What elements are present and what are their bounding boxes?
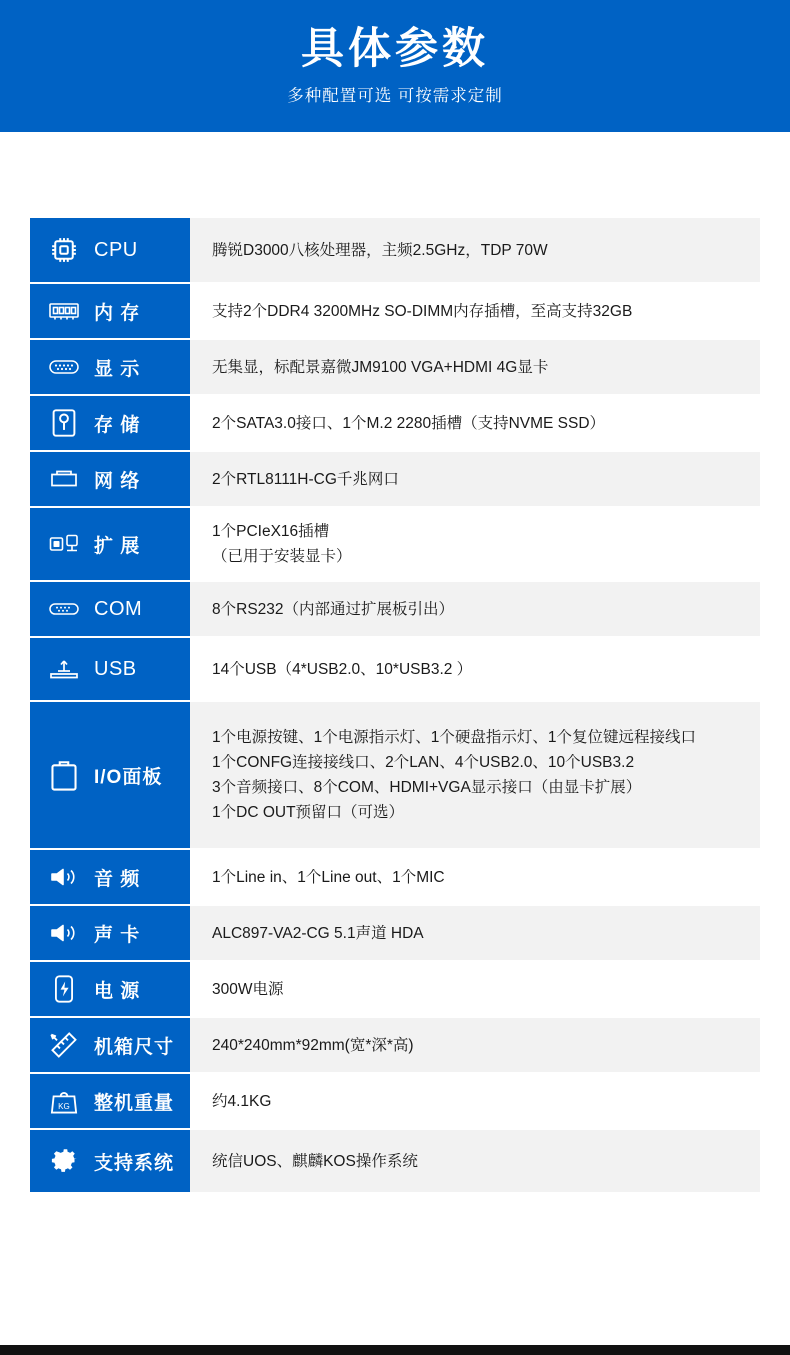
spec-label-text: I/O面板 bbox=[94, 766, 163, 788]
spec-value-cell bbox=[190, 906, 760, 960]
spec-value-line: 14个USB（4*USB2.0、10*USB3.2 ） bbox=[212, 660, 473, 678]
expansion-slot-icon bbox=[47, 527, 81, 561]
svg-text:KG: KG bbox=[58, 1102, 70, 1112]
spec-value-line: 腾锐D3000八核处理器，主频2.5GHz，TDP 70W bbox=[212, 241, 548, 259]
io-panel-icon bbox=[47, 758, 81, 792]
spec-label-cell bbox=[30, 284, 190, 338]
spec-value-cell bbox=[190, 962, 760, 1016]
spec-label-text: 机箱尺寸 bbox=[94, 1036, 175, 1058]
spec-value-cell bbox=[190, 1074, 760, 1128]
spec-value-line: 支持2个DDR4 3200MHz SO-DIMM内存插槽，至高支持32GB bbox=[212, 302, 633, 320]
spec-label-cell bbox=[30, 452, 190, 506]
spec-value-cell bbox=[190, 582, 760, 636]
spec-value-line: 2个SATA3.0接口、1个M.2 2280插槽（支持NVME SSD） bbox=[212, 414, 606, 432]
spec-label-text: 扩 展 bbox=[94, 535, 141, 557]
speaker-icon bbox=[47, 916, 81, 950]
table-row bbox=[30, 638, 760, 702]
spec-label-cell bbox=[30, 962, 190, 1016]
spec-value-line: 1个DC OUT预留口（可选） bbox=[212, 804, 405, 821]
spec-label-cell bbox=[30, 218, 190, 282]
table-row bbox=[30, 396, 760, 452]
table-row bbox=[30, 508, 760, 582]
spec-value-line: 3个音频接口、8个COM、HDMI+VGA显示接口（由显卡扩展） bbox=[212, 779, 642, 796]
spec-label-cell bbox=[30, 906, 190, 960]
weight-kg-icon bbox=[47, 1084, 81, 1118]
usb-icon bbox=[47, 652, 81, 686]
spec-value-cell bbox=[190, 1018, 760, 1072]
spec-label-cell bbox=[30, 582, 190, 636]
spec-value-cell bbox=[190, 1130, 760, 1192]
spec-label-cell bbox=[30, 508, 190, 580]
spec-label-text: 电 源 bbox=[94, 980, 141, 1002]
spec-label-cell bbox=[30, 1018, 190, 1072]
spec-value-line: 约4.1KG bbox=[212, 1092, 272, 1110]
spec-value-line: 无集显，标配景嘉微JM9100 VGA+HDMI 4G显卡 bbox=[212, 358, 549, 376]
spec-value-line: ALC897-VA2-CG 5.1声道 HDA bbox=[212, 924, 424, 942]
spec-label-text: USB bbox=[94, 657, 137, 680]
spec-label-cell bbox=[30, 1074, 190, 1128]
spec-label-cell bbox=[30, 638, 190, 700]
table-row bbox=[30, 1074, 760, 1130]
spec-label-text: COM bbox=[94, 597, 143, 620]
spec-label-text: 显 示 bbox=[94, 358, 141, 380]
spec-table bbox=[30, 218, 760, 1194]
gear-icon bbox=[47, 1144, 81, 1178]
spec-label-cell bbox=[30, 396, 190, 450]
storage-disk-icon bbox=[47, 406, 81, 440]
serial-port-icon bbox=[47, 592, 81, 626]
bottom-divider bbox=[0, 1345, 790, 1355]
spec-label-text: 声 卡 bbox=[94, 924, 141, 946]
spec-value-cell bbox=[190, 702, 760, 848]
spec-value-cell bbox=[190, 218, 760, 282]
spec-value-cell bbox=[190, 396, 760, 450]
page-subtitle: 多种配置可选 可按需求定制 bbox=[287, 87, 503, 105]
table-row bbox=[30, 452, 760, 508]
memory-module-icon bbox=[47, 294, 81, 328]
spec-value-line: 统信UOS、麒麟KOS操作系统 bbox=[212, 1152, 418, 1170]
table-row bbox=[30, 850, 760, 906]
table-row bbox=[30, 702, 760, 850]
spec-label-text: 支持系统 bbox=[94, 1152, 175, 1174]
spec-label-text: 整机重量 bbox=[94, 1092, 175, 1114]
spec-value-line: 2个RTL8111H-CG千兆网口 bbox=[212, 470, 399, 488]
spec-value-cell bbox=[190, 452, 760, 506]
table-row bbox=[30, 218, 760, 284]
cpu-chip-icon bbox=[47, 233, 81, 267]
spec-label-text: 存 储 bbox=[94, 414, 141, 436]
spec-label-cell bbox=[30, 1130, 190, 1192]
spec-value-cell bbox=[190, 340, 760, 394]
spec-value-line: 300W电源 bbox=[212, 980, 284, 998]
power-bolt-icon bbox=[47, 972, 81, 1006]
table-row bbox=[30, 1130, 760, 1194]
spec-label-text: CPU bbox=[94, 238, 138, 261]
spec-label-text: 网 络 bbox=[94, 470, 141, 492]
header-banner bbox=[0, 0, 790, 132]
spec-value-line: （已用于安装显卡） bbox=[212, 548, 352, 565]
ruler-icon bbox=[47, 1028, 81, 1062]
spec-value-line: 1个Line in、1个Line out、1个MIC bbox=[212, 868, 445, 886]
spec-value-cell bbox=[190, 638, 760, 700]
spec-value-cell bbox=[190, 850, 760, 904]
table-row bbox=[30, 284, 760, 340]
spec-label-cell bbox=[30, 340, 190, 394]
spec-value-line: 240*240mm*92mm(宽*深*高) bbox=[212, 1036, 414, 1054]
speaker-icon bbox=[47, 860, 81, 894]
table-row bbox=[30, 1018, 760, 1074]
vga-port-icon bbox=[47, 350, 81, 384]
table-row bbox=[30, 582, 760, 638]
page-title: 具体参数 bbox=[301, 25, 489, 73]
spec-value-line: 1个PCIeX16插槽 bbox=[212, 523, 330, 540]
spec-label-text: 内 存 bbox=[94, 302, 141, 324]
spec-label-cell bbox=[30, 702, 190, 848]
spec-value-line: 8个RS232（内部通过扩展板引出） bbox=[212, 600, 455, 618]
spec-value-line: 1个电源按键、1个电源指示灯、1个硬盘指示灯、1个复位键远程接线口 bbox=[212, 729, 696, 746]
spec-value-line: 1个CONFG连接接线口、2个LAN、4个USB2.0、10个USB3.2 bbox=[212, 754, 635, 771]
table-row bbox=[30, 906, 760, 962]
network-icon bbox=[47, 462, 81, 496]
spec-value-cell bbox=[190, 508, 760, 580]
spec-label-cell bbox=[30, 850, 190, 904]
table-row bbox=[30, 962, 760, 1018]
spec-value-cell bbox=[190, 284, 760, 338]
spec-label-text: 音 频 bbox=[94, 868, 141, 890]
table-row bbox=[30, 340, 760, 396]
